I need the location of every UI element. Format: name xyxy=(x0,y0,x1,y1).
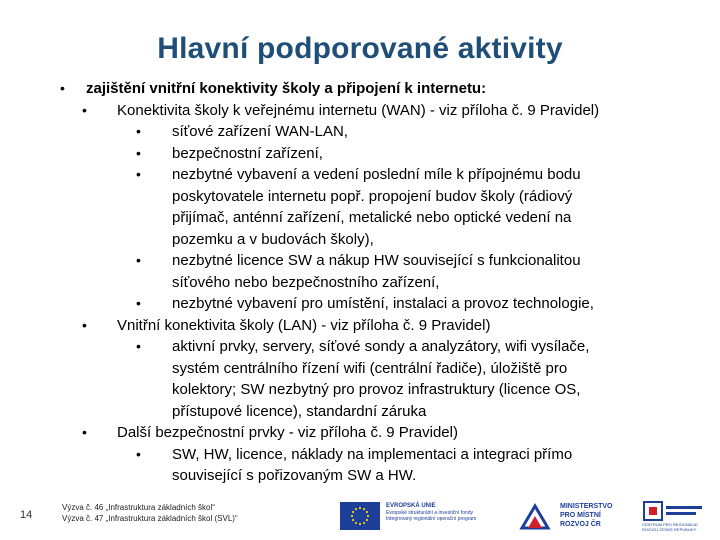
list-item xyxy=(0,78,720,100)
list-item-text: síťového nebo bezpečnostního zařízení, xyxy=(172,273,440,291)
list-item xyxy=(0,444,720,466)
bullet-icon: • xyxy=(60,80,65,96)
list-item xyxy=(0,315,720,337)
list-item-text: SW, HW, licence, náklady na implementaci a integraci přímo xyxy=(172,445,573,463)
list-item-text: aktivní prvky, servery, síťové sondy a analyzátory, wifi vysílače, xyxy=(172,338,590,355)
eu-star-icon xyxy=(359,523,361,525)
list-item-text: pozemku a v budovách školy), xyxy=(172,230,374,248)
call-46: Výzva č. 46 „Infrastruktura základních škol“ xyxy=(62,503,215,512)
regional-development-centre-label: CENTRUM PRO REGIONÁLNÍ ROZVOJ ČESKÉ REPUBLIKY xyxy=(642,522,698,532)
list-item-text: zajištění vnitřní konektivity školy a připojení k internetu: xyxy=(86,80,487,97)
list-item-text: nezbytné vybavení pro umístění, instalaci a provoz technologie, xyxy=(172,295,594,312)
bullet-icon: • xyxy=(82,316,87,333)
slide-title: Hlavní podporované aktivity xyxy=(157,32,563,65)
bullet-list xyxy=(0,78,720,487)
call-references xyxy=(62,502,238,524)
eu-funding-label: EVROPSKÁ UNIE Evropské strukturální a investiční fondy Integrovaný regionální operační program xyxy=(386,503,477,522)
list-item-text: nezbytné licence SW a nákup HW související s funkcionalitou xyxy=(172,252,581,269)
list-item-text: související s pořizovaným SW a HW. xyxy=(172,467,417,484)
list-item xyxy=(0,143,720,165)
eu-star-icon xyxy=(352,511,354,513)
list-item xyxy=(0,401,720,423)
list-item-text: Konektivita školy k veřejnému internetu (WAN) - viz příloha č. 9 Pravidel) xyxy=(117,101,600,119)
list-item-text: Další bezpečnostní prvky - viz příloha č. 9 Pravidel) xyxy=(117,424,458,441)
list-item-text: Vnitřní konektivita školy (LAN) - viz příloha č. 9 Pravidel) xyxy=(117,316,491,334)
eu-star-icon xyxy=(355,508,357,510)
list-item xyxy=(0,100,720,122)
list-item xyxy=(0,207,720,229)
list-item-text: nezbytné vybavení a vedení poslední míle k přípojnému bodu xyxy=(172,166,581,183)
list-item xyxy=(0,272,720,294)
eu-star-icon xyxy=(363,508,365,510)
list-item xyxy=(0,121,720,143)
bullet-icon: • xyxy=(136,445,141,462)
ministry-label: MINISTERSTVO PRO MÍSTNÍ ROZVOJ ČR xyxy=(560,503,613,528)
bullet-icon: • xyxy=(82,101,87,118)
list-item-text: poskytovatele internetu popř. propojení budov školy (rádiový xyxy=(172,187,573,205)
eu-flag-icon xyxy=(340,502,380,530)
bullet-icon: • xyxy=(136,252,141,268)
list-item xyxy=(0,379,720,401)
page-number: 14 xyxy=(20,509,33,521)
eu-star-icon xyxy=(351,515,353,517)
list-item xyxy=(0,422,720,444)
list-item xyxy=(0,358,720,380)
list-item-text: přijímač, anténní zařízení, metalické nebo optické vedení na xyxy=(172,209,572,226)
eu-star-icon xyxy=(367,515,369,517)
list-item xyxy=(0,164,720,186)
list-item xyxy=(0,293,720,315)
list-item xyxy=(0,465,720,487)
list-item xyxy=(0,229,720,251)
eu-star-icon xyxy=(366,519,368,521)
bullet-icon: • xyxy=(136,144,141,161)
list-item-text: bezpečnostní zařízení, xyxy=(172,144,323,162)
bullet-icon: • xyxy=(136,123,141,139)
ministry-logo-icon xyxy=(518,500,552,534)
list-item xyxy=(0,186,720,208)
bullet-icon: • xyxy=(82,424,87,440)
list-item-text: kolektory; SW nezbytný pro provoz infrastruktury (licence OS, xyxy=(172,381,581,398)
list-item-text: přístupové licence), standardní záruka xyxy=(172,402,427,420)
call-47: Výzva č. 47 „Infrastruktura základních škol (SVL)“ xyxy=(62,514,238,523)
list-item-text: systém centrálního řízení wifi (centrální řadiče), úložiště pro xyxy=(172,359,568,377)
eu-star-icon xyxy=(363,522,365,524)
bullet-icon: • xyxy=(136,338,141,354)
list-item xyxy=(0,250,720,272)
bullet-icon: • xyxy=(136,166,141,182)
list-item-text: síťové zařízení WAN-LAN, xyxy=(172,123,348,140)
list-item xyxy=(0,336,720,358)
bullet-icon: • xyxy=(136,295,141,311)
eu-star-icon xyxy=(359,507,361,509)
eu-star-icon xyxy=(352,519,354,521)
eu-star-icon xyxy=(366,511,368,513)
footer xyxy=(0,494,720,540)
eu-star-icon xyxy=(355,522,357,524)
